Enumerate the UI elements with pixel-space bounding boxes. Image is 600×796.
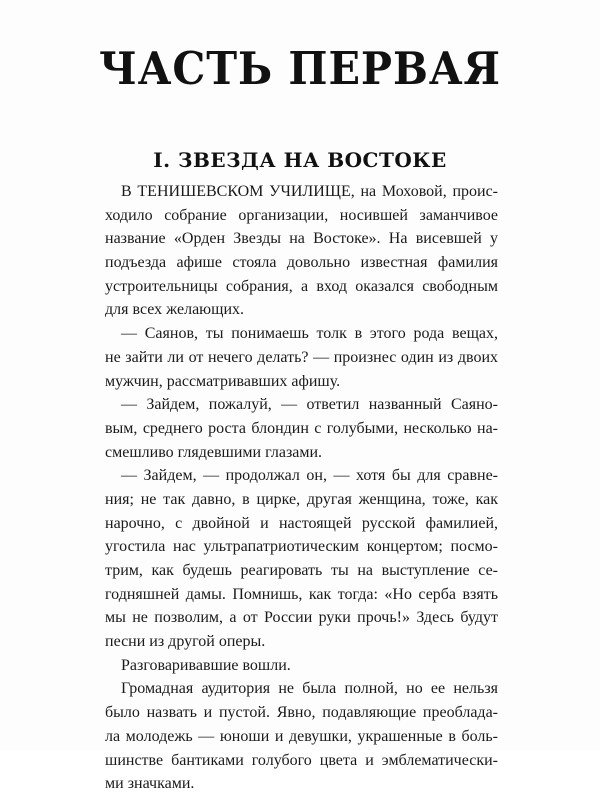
text-line: мы не позволим, а от России руки прочь!» Здесь будут: [105, 609, 498, 627]
text-line: смешливо глядевшими глазами.: [105, 443, 323, 461]
text-line: — Саянов, ты понимаешь толк в этого рода вещах,: [121, 325, 498, 343]
text-line: годняшней дамы. Помнишь, как тогда: «Но серба взять: [105, 585, 498, 603]
text-line: для всех желающих.: [105, 301, 244, 319]
text-line: было назвать и пустой. Явно, подавляющие преоблада-: [105, 704, 498, 722]
text-line: песни из другой оперы.: [105, 633, 266, 651]
text-line: угостила нас ультрапатриотическим концертом; посмо-: [105, 538, 498, 556]
text-line: шинстве бантиками голубого цвета и эмблематически-: [105, 751, 498, 769]
text-line: мужчин, рассматривавших афишу.: [105, 372, 341, 390]
text-line: ла молодежь — юноши и девушки, украшенные в боль-: [105, 727, 498, 745]
part-title: ЧАСТЬ ПЕРВАЯ: [99, 42, 501, 95]
text-line: Громадная аудитория не была полной, но ее нельзя: [121, 680, 498, 698]
text-line: подъезда афише стояла довольно известная фамилия: [105, 254, 498, 272]
text-line: — Зайдем, пожалуй, — ответил названный Саяно-: [121, 396, 498, 414]
text-line: ния; не так давно, в цирке, другая женщина, тоже, как: [105, 490, 498, 508]
text-line: устроительницы собрания, а вход оказался свободным: [105, 277, 498, 295]
text-line: не зайти ли от нечего делать? — произнес один из двоих: [105, 348, 498, 366]
text-line: ми значками.: [105, 775, 195, 793]
text-line: ходило собрание организации, носившей заманчивое: [105, 206, 498, 224]
text-line: трим, как будешь реагировать ты на выступление се-: [105, 562, 498, 579]
text-line: Разговаривавшие вошли.: [121, 656, 291, 674]
text-line: — Зайдем, — продолжал он, — хотя бы для сравне-: [121, 467, 498, 485]
body-text: [105, 180, 498, 796]
chapter-title: I. ЗВЕЗДА НА ВОСТОКЕ: [153, 148, 447, 172]
text-line: название «Орден Звезды на Востоке». На висевшей у: [105, 230, 498, 248]
text-line: вым, среднего роста блондин с голубыми, несколько на-: [105, 419, 498, 437]
text-line: нарочно, с двойной и настоящей русской фамилией,: [105, 514, 498, 532]
text-line: В ТЕНИШЕВСКОМ УЧИЛИЩЕ, на Моховой, проис-: [121, 183, 498, 200]
